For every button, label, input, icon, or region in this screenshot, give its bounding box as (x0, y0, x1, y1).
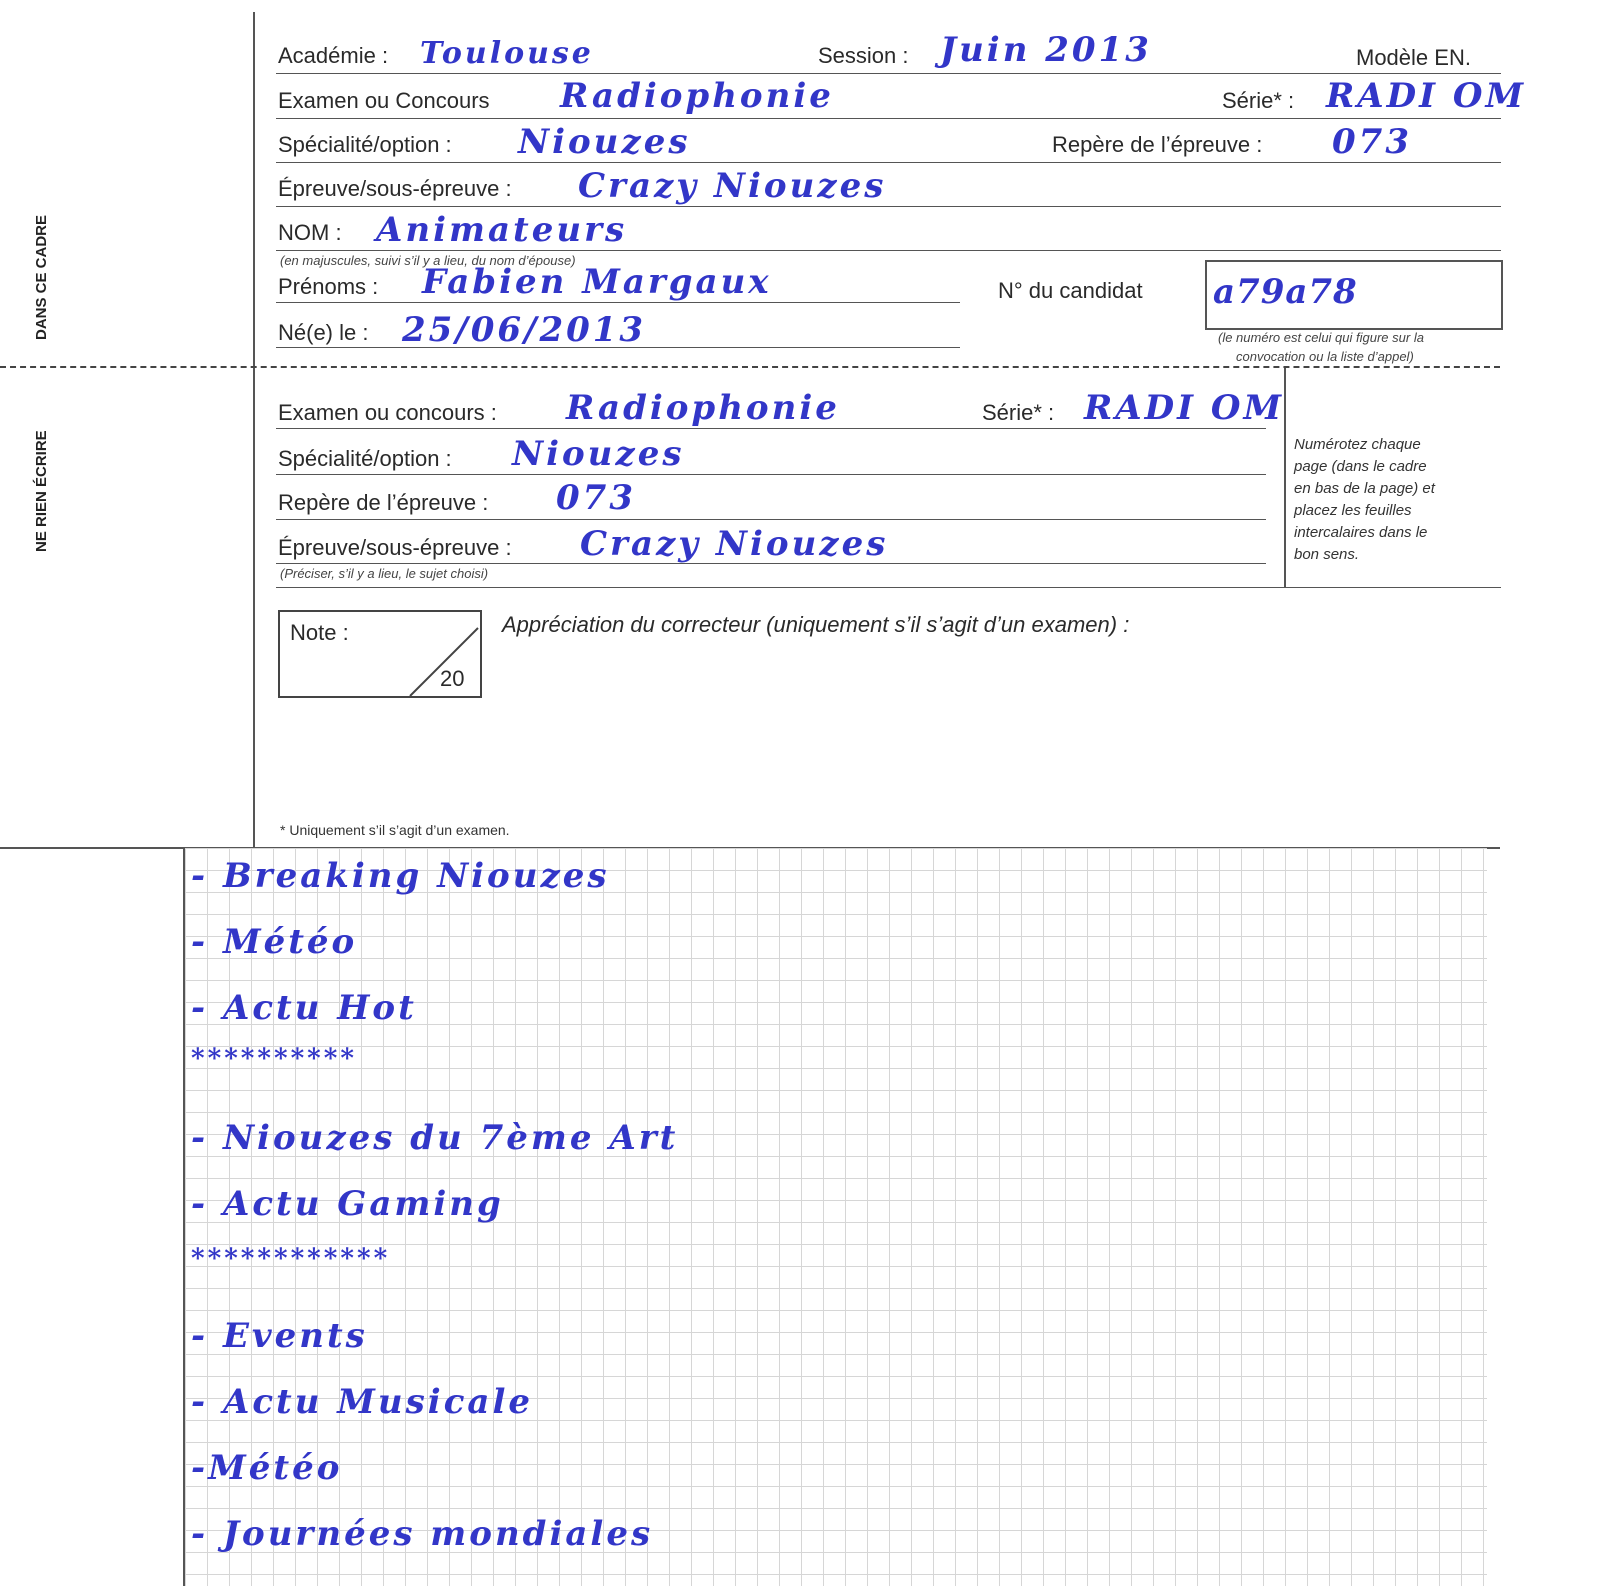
session-value: Juin 2013 (940, 30, 1152, 70)
repere2-value: 073 (556, 478, 636, 518)
grid-line: ********** (191, 1044, 357, 1074)
instructions-line: en bas de la page) et (1294, 480, 1435, 497)
repere-label: Repère de l’épreuve : (1052, 132, 1263, 157)
prenoms-value: Fabien Margaux (422, 262, 772, 302)
nom-value: Animateurs (376, 210, 628, 250)
academie-value: Toulouse (420, 36, 594, 71)
note-box (278, 610, 482, 698)
rule-specialite (276, 162, 1501, 163)
rule-academie (276, 73, 1501, 74)
grid-line: - Journées mondiales (191, 1514, 654, 1554)
rule-repere2 (276, 519, 1266, 520)
epreuve2-label: Épreuve/sous-épreuve : (278, 535, 512, 560)
epreuve-label: Épreuve/sous-épreuve : (278, 176, 512, 201)
instructions-divider (1284, 368, 1286, 588)
candidat-value: a79a78 (1213, 272, 1358, 312)
candidat-label: N° du candidat (998, 278, 1143, 303)
repere-value: 073 (1332, 122, 1412, 162)
ne-label: Né(e) le : (278, 320, 369, 345)
grid-line: - Actu Gaming (191, 1184, 504, 1224)
epreuve2-note: (Préciser, s’il y a lieu, le sujet choisi) (280, 566, 489, 581)
grid-line: -Météo (191, 1448, 343, 1488)
instructions-line: bon sens. (1294, 546, 1360, 563)
rule-examen2 (276, 428, 1266, 429)
ne-value: 25/06/2013 (402, 310, 647, 350)
serie-value: RADI OM (1326, 76, 1527, 116)
squared-paper (183, 848, 1487, 1586)
appreciation-label: Appréciation du correcteur (uniquement s’il s’agit d’un examen) : (502, 612, 1130, 637)
model-label: Modèle EN. (1356, 45, 1471, 70)
session-label: Session : (818, 43, 909, 68)
grid-line: ************ (191, 1244, 391, 1274)
grid-line: - Actu Musicale (191, 1382, 533, 1422)
instructions-line: placez les feuilles (1294, 502, 1412, 519)
epreuve2-value: Crazy Niouzes (580, 524, 889, 564)
rule-bottom-block (276, 587, 1501, 588)
serie2-value: RADI OM (1084, 388, 1285, 428)
specialite2-value: Niouzes (512, 434, 685, 474)
instructions (1294, 434, 1494, 566)
dashed-separator (0, 366, 1500, 368)
examen-label: Examen ou Concours (278, 88, 490, 113)
grid-line: - Météo (191, 922, 358, 962)
nom-note: (en majuscules, suivi s’il y a lieu, du nom d’épouse) (280, 253, 576, 268)
grid-line: - Actu Hot (191, 988, 417, 1028)
serie2-label: Série* : (982, 400, 1055, 425)
left-frame-line (253, 12, 255, 847)
rule-epreuve2 (276, 563, 1266, 564)
prenoms-label: Prénoms : (278, 274, 379, 299)
footnote: * Uniquement s’il s’agit d’un examen. (280, 822, 510, 838)
specialite-value: Niouzes (518, 122, 691, 162)
specialite-label: Spécialité/option : (278, 132, 452, 157)
specialite2-label: Spécialité/option : (278, 446, 452, 471)
rule-epreuve (276, 206, 1501, 207)
epreuve-value: Crazy Niouzes (578, 166, 887, 206)
candidat-note-2: convocation ou la liste d’appel) (1236, 349, 1414, 364)
candidat-note-1: (le numéro est celui qui figure sur la (1218, 330, 1424, 345)
rule-specialite2 (276, 474, 1266, 475)
rule-ne (276, 347, 960, 348)
examen2-label: Examen ou concours : (278, 400, 497, 425)
instructions-line: intercalaires dans le (1294, 524, 1428, 541)
rule-prenoms (276, 302, 960, 303)
instructions-line: page (dans le cadre (1294, 458, 1427, 475)
examen-value: Radiophonie (560, 76, 834, 116)
rule-examen (276, 118, 1501, 119)
candidat-box (1205, 260, 1503, 330)
grid-line: - Niouzes du 7ème Art (191, 1118, 679, 1158)
grid-line: - Events (191, 1316, 368, 1356)
side-text-top: DANS CE CADRE (33, 214, 50, 340)
nom-label: NOM : (278, 220, 342, 245)
note-denominator: 20 (440, 666, 465, 691)
serie-label: Série* : (1222, 88, 1295, 113)
academie-label: Académie : (278, 43, 389, 68)
examen2-value: Radiophonie (566, 388, 840, 428)
repere2-label: Repère de l’épreuve : (278, 490, 489, 515)
instructions-line: Numérotez chaque (1294, 436, 1421, 453)
side-text-bottom: NE RIEN ÉCRIRE (33, 430, 50, 552)
grid-line: - Breaking Niouzes (191, 856, 610, 896)
note-label: Note : (290, 620, 349, 645)
rule-nom (276, 250, 1501, 251)
